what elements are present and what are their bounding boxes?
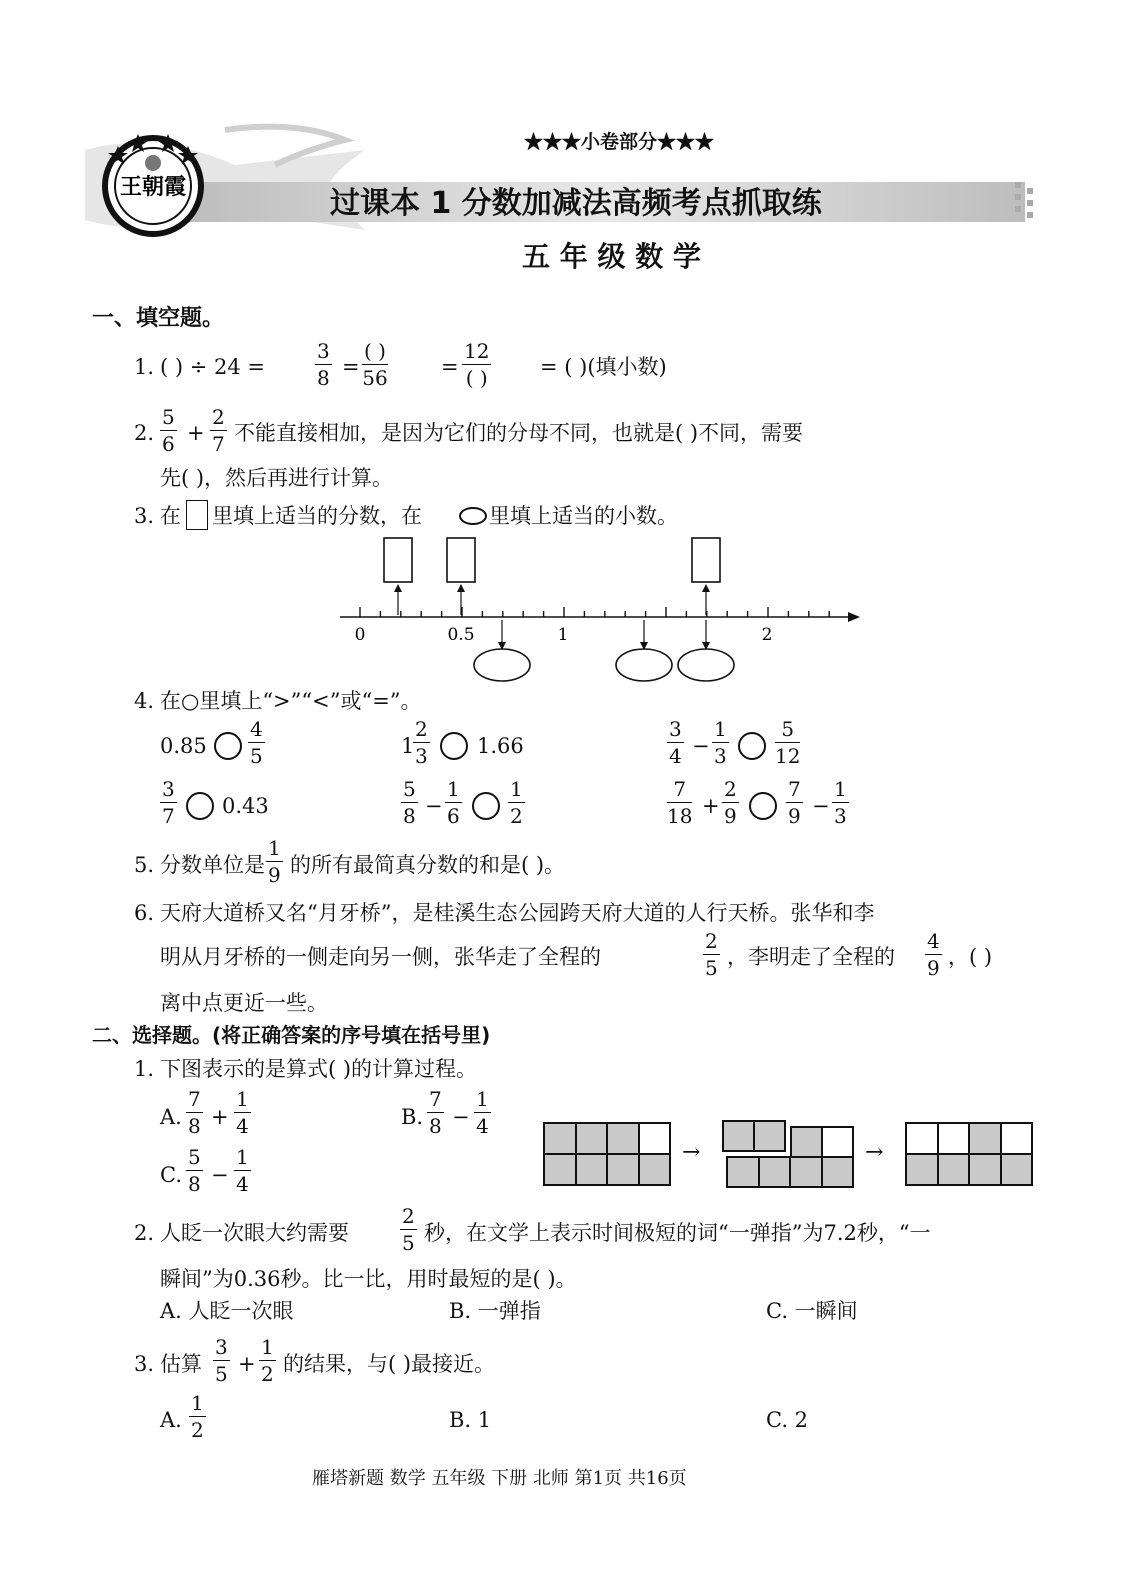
plus-sign: + [238, 1352, 256, 1376]
fraction: 5 8 [403, 777, 416, 828]
q-text: 估算 [160, 1352, 202, 1376]
tick-label: 1 [557, 625, 569, 645]
fraction: 2 7 [212, 405, 225, 456]
option-label[interactable]: A. [160, 1105, 182, 1129]
equals-sign: = [441, 355, 459, 379]
page-title: 过课本 1 分数加减法高频考点抓取练 [330, 186, 822, 221]
fraction: 1 4 [476, 1087, 489, 1138]
q-number: 6. [134, 901, 155, 925]
fraction: 1 2 [191, 1391, 204, 1442]
q-text: 离中点更近一些。 [160, 991, 328, 1015]
answer-box-icon [186, 500, 208, 530]
fraction-grid-step2-right [790, 1126, 854, 1158]
minus-sign: − [692, 734, 710, 758]
option-c[interactable]: C. 2 [766, 1408, 809, 1432]
fraction: 12 ( ) [464, 339, 490, 390]
q-text: 下图表示的是算式( )的计算过程。 [160, 1057, 478, 1081]
answer-oval [616, 649, 672, 681]
fraction: 7 18 [667, 777, 693, 828]
value: 1 [401, 734, 415, 758]
fraction: 3 7 [162, 777, 175, 828]
fraction-grid-step3 [905, 1122, 1033, 1186]
equals-sign: = [342, 355, 360, 379]
fraction: 7 8 [429, 1087, 442, 1138]
logo-text: 王朝霞 [119, 174, 187, 200]
minus-sign: − [425, 794, 443, 818]
fraction: 3 4 [669, 717, 682, 768]
fraction: 2 9 [724, 777, 737, 828]
q-number: 5. [134, 853, 155, 877]
option-a[interactable]: A. [160, 1408, 182, 1432]
q-text: 不能直接相加，是因为它们的分母不同，也就是( )不同，需要 [234, 421, 804, 445]
tick-label: 2 [761, 625, 773, 645]
q-text: 在 [160, 504, 181, 528]
q-expression: ( ) ÷ 24 = [160, 355, 265, 379]
q-text: 分数单位是 [160, 853, 265, 877]
option-label[interactable]: C. [160, 1163, 182, 1187]
header-top-tag: ★★★小卷部分★★★ [524, 131, 715, 153]
q-number: 1. [134, 355, 155, 379]
compare-circle[interactable] [214, 732, 242, 760]
publisher-logo [98, 128, 208, 238]
q-expression-tail: = ( )(填小数) [540, 355, 667, 379]
minus-sign: − [452, 1105, 470, 1129]
minus-sign: − [812, 794, 830, 818]
q-text: 里填上适当的分数，在 [212, 504, 422, 528]
plus-sign: + [211, 1105, 229, 1129]
fraction: 5 12 [775, 717, 801, 768]
fraction: 3 8 [317, 339, 330, 390]
value: 0.43 [222, 794, 269, 818]
fraction: 2 3 [415, 717, 428, 768]
page-subtitle: 五 年 级 数 学 [522, 240, 701, 273]
fraction: 1 3 [714, 717, 727, 768]
fraction: 1 3 [834, 777, 847, 828]
fraction: 1 2 [510, 777, 523, 828]
q-text: 天府大道桥又名“月牙桥”，是桂溪生态公园跨天府大道的人行天桥。张华和李 [160, 901, 875, 925]
fraction: 2 5 [402, 1204, 415, 1255]
fraction: 3 5 [215, 1335, 228, 1386]
value: 1.66 [477, 734, 524, 758]
fraction: 1 9 [268, 836, 281, 887]
option-b[interactable]: B. 一弹指 [449, 1299, 541, 1323]
section1-title: 一、填空题。 [92, 306, 225, 331]
fraction: 5 6 [162, 405, 175, 456]
fraction: 5 8 [188, 1145, 201, 1196]
q-text: 瞬间”为0.36秒。比一比，用时最短的是( )。 [160, 1267, 577, 1291]
fraction: 1 2 [261, 1335, 274, 1386]
q-number: 3. [134, 504, 155, 528]
option-c[interactable]: C. 一瞬间 [766, 1299, 858, 1323]
fraction: 7 8 [188, 1087, 201, 1138]
q-number: 2. [134, 1221, 155, 1245]
q-text: 的结果，与( )最接近。 [283, 1352, 496, 1376]
fraction: 4 9 [927, 929, 940, 980]
answer-oval [474, 649, 530, 681]
section2-title: 二、选择题。(将正确答案的序号填在括号里) [92, 1023, 491, 1047]
compare-circle[interactable] [749, 792, 777, 820]
fraction: 1 6 [447, 777, 460, 828]
option-label[interactable]: B. [401, 1105, 424, 1129]
option-b[interactable]: B. 1 [449, 1408, 492, 1432]
answer-oval [678, 649, 734, 681]
fraction-grid-step2-bottom [726, 1156, 854, 1188]
q-number: 1. [134, 1057, 155, 1081]
arrow-icon: → [865, 1140, 884, 1165]
q-text: 明从月牙桥的一侧走向另一侧，张华走了全程的 [160, 945, 601, 969]
q-text: 在○里填上“>”“<”或“=”。 [160, 689, 422, 713]
tick-label: 0.5 [447, 625, 475, 645]
q-number: 2. [134, 421, 155, 445]
page-footer: 雁塔新题 数学 五年级 下册 北师 第1页 共16页 [312, 1468, 687, 1489]
q-text: ，( ) [948, 945, 993, 969]
fraction-grid-step2-top [722, 1120, 786, 1152]
tick-label: 0 [354, 625, 366, 645]
answer-box [384, 538, 412, 582]
fraction: 2 5 [705, 929, 718, 980]
q-text: 里填上适当的小数。 [489, 504, 678, 528]
q-text: 秒，在文学上表示时间极短的词“一弹指”为7.2秒，“一 [424, 1221, 931, 1245]
fraction: ( ) 56 [362, 339, 388, 390]
q-text: 的所有最简真分数的和是( )。 [290, 853, 566, 877]
compare-circle[interactable] [472, 792, 500, 820]
compare-circle[interactable] [186, 792, 214, 820]
fraction-grid-step1 [543, 1122, 671, 1186]
arrow-icon: → [682, 1140, 701, 1165]
option-a[interactable]: A. 人眨一次眼 [160, 1299, 294, 1323]
answer-box [447, 538, 475, 582]
value: 0.85 [160, 734, 207, 758]
minus-sign: − [211, 1163, 229, 1187]
number-line [330, 530, 870, 690]
answer-box [692, 538, 720, 582]
fraction: 1 4 [236, 1145, 249, 1196]
answer-oval-icon [459, 507, 487, 525]
fraction: 1 4 [236, 1087, 249, 1138]
q-number: 3. [134, 1352, 155, 1376]
compare-circle[interactable] [738, 732, 766, 760]
q-text: 先( )，然后再进行计算。 [160, 466, 394, 490]
compare-circle[interactable] [440, 732, 468, 760]
plus-sign: + [702, 794, 720, 818]
q-text: 人眨一次眼大约需要 [160, 1221, 349, 1245]
plus-sign: + [187, 421, 205, 445]
q-number: 4. [134, 689, 155, 713]
q-text: ，李明走了全程的 [727, 945, 895, 969]
fraction: 4 5 [250, 717, 263, 768]
fraction: 7 9 [788, 777, 801, 828]
